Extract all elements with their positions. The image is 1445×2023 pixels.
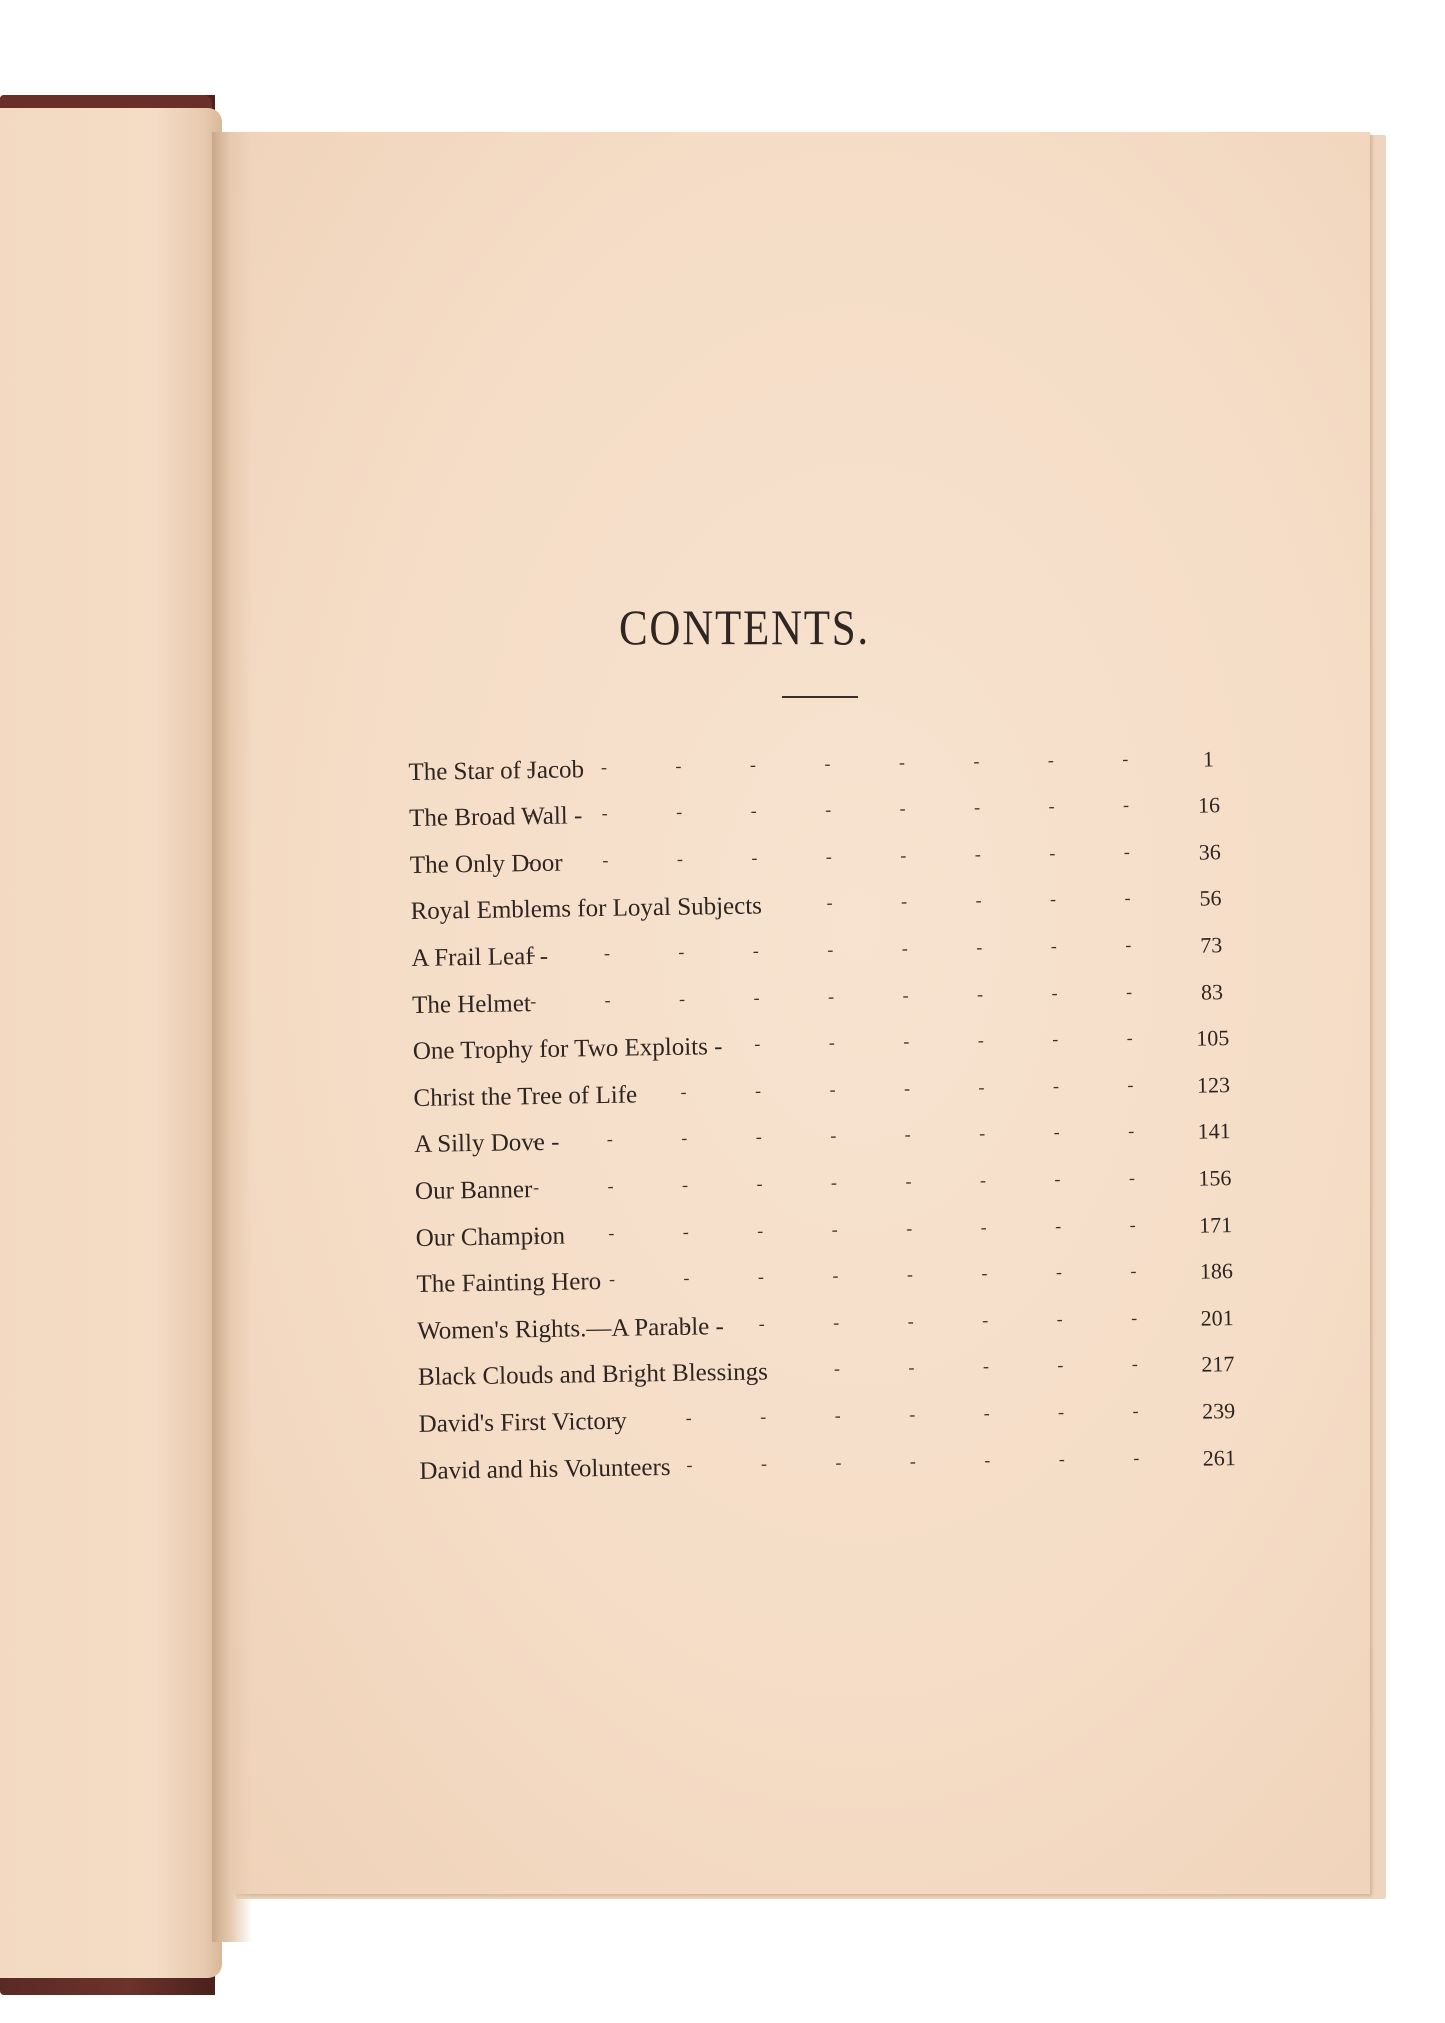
toc-entry-page: 156 (1198, 1165, 1232, 1191)
toc-entry-title: Our Champion (415, 1222, 566, 1252)
toc-entry-leader: - - - - - - - (680, 1073, 1166, 1102)
toc-entry-leader: - - - - - - - (684, 1306, 1170, 1335)
toc-entry-leader: - - - - - - - - - (529, 934, 1164, 965)
toc-entry-leader: - - - - - (833, 1353, 1170, 1379)
toc-entry-title: Royal Emblems for Loyal Subjects (410, 892, 763, 926)
toc-entry-title: The Fainting Hero (416, 1268, 602, 1299)
toc-entry-page: 123 (1196, 1071, 1231, 1098)
toc-entry-title: Women's Rights.—A Parable - (417, 1312, 725, 1345)
toc-entry-leader: - - - - - - - - (608, 1260, 1169, 1290)
toc-entry-title: One Trophy for Two Exploits - (412, 1033, 723, 1066)
toc-entry-page: 141 (1197, 1118, 1231, 1144)
toc-entry-page: 83 (1200, 978, 1224, 1005)
toc-entry-page: 16 (1197, 792, 1221, 818)
toc-entry-title: The Star of Jacob (408, 755, 585, 786)
toc-entry-title: A Silly Dove - (414, 1129, 560, 1159)
toc-entry-leader: - - - - - - - - - (527, 794, 1162, 825)
left-page (0, 108, 222, 1978)
toc-entry-title: The Helmet (411, 989, 532, 1019)
toc-entry-page: 56 (1199, 885, 1222, 911)
toc-entry-page: 105 (1196, 1025, 1230, 1051)
toc-entry-title: David's First Victory (418, 1407, 627, 1438)
toc-entry-title: The Broad Wall - (408, 802, 583, 833)
toc-entry-page: 171 (1198, 1211, 1233, 1238)
toc-entry-leader: - - - - - - - - - (526, 747, 1161, 778)
toc-entry-leader: - - - - - - - (686, 1446, 1172, 1475)
toc-entry-page: 201 (1200, 1304, 1234, 1331)
toc-entry-page: 186 (1199, 1258, 1234, 1284)
toc-entry-page: 1 (1202, 745, 1215, 772)
book-gutter (212, 132, 252, 1942)
toc-entry-leader: - - - - - (826, 887, 1163, 913)
page-title: CONTENTS. (619, 599, 870, 655)
toc-entry-page: 239 (1201, 1397, 1236, 1424)
toc-entry-leader: - - - - - - (754, 1027, 1165, 1054)
title-rule (782, 696, 858, 698)
toc-entry-title: Our Banner (414, 1176, 533, 1205)
toc-entry-page: 36 (1198, 839, 1221, 865)
toc-entry-title: A Frail Leaf - (411, 942, 549, 972)
toc-entry-title: David and his Volunteers (419, 1453, 671, 1485)
toc-entry-leader: - - - - - - - - - (532, 1167, 1168, 1198)
toc-entry-title: The Only Door (409, 849, 563, 879)
toc-entry-leader: - - - - - - - - - (527, 840, 1162, 871)
toc-entry-leader: - - - - - - - - - (529, 980, 1165, 1011)
toc-entry-leader: - - - - - - - - (611, 1400, 1171, 1429)
toc-entry-leader: - - - - - - - - - (533, 1213, 1168, 1244)
table-of-contents (408, 731, 1250, 1489)
toc-entry-title: Black Clouds and Bright Blessings (417, 1358, 769, 1392)
toc-entry-page: 261 (1202, 1444, 1236, 1471)
toc-entry-leader: - - - - - - - - - (532, 1120, 1167, 1151)
toc-entry-page: 73 (1200, 932, 1223, 958)
toc-entry-title: Christ the Tree of Life (413, 1081, 638, 1112)
toc-entry-page: 217 (1201, 1351, 1235, 1377)
